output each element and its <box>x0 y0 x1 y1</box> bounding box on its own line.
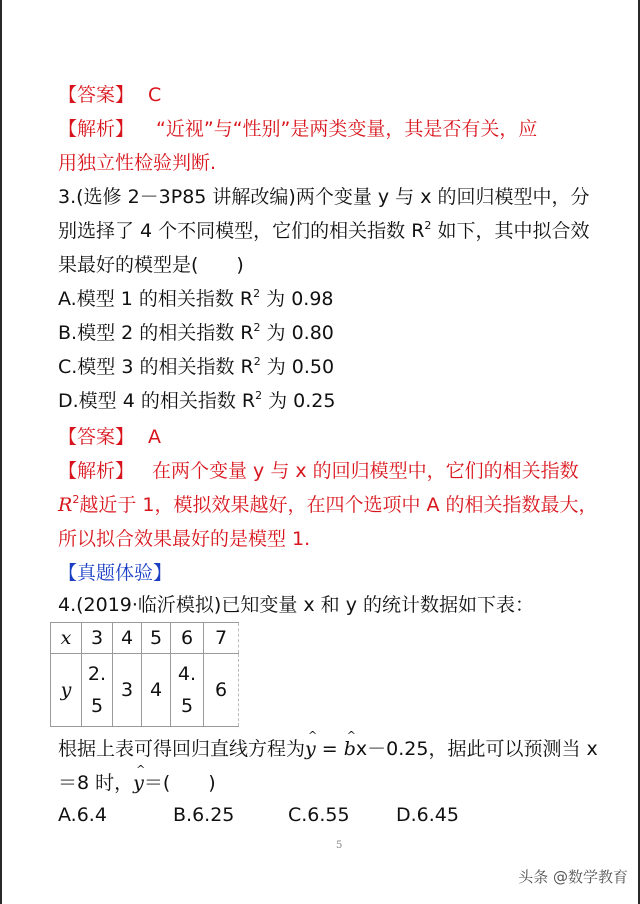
analysis-2-text-2: 越近于 1，模拟效果越好，在四个选项中 A 的相关指数最大， <box>79 494 598 516</box>
table-cell: 6 <box>204 654 239 727</box>
page-left-edge <box>0 0 2 904</box>
option-d-sup: 2 <box>255 389 263 402</box>
option-d-value: 为 0.25 <box>262 390 336 412</box>
analysis-2-var: R <box>58 494 73 516</box>
table-row-x <box>51 623 239 654</box>
option-a-text: A.模型 1 的相关指数 R <box>58 288 254 310</box>
option-b-text: B.模型 2 的相关指数 R <box>58 322 254 344</box>
analysis-2-line-2 <box>58 490 598 520</box>
option-c <box>58 352 334 382</box>
option-c-text: C.模型 3 的相关指数 R <box>58 356 254 378</box>
answer-1-value: C <box>148 84 162 106</box>
analysis-1-line-1 <box>58 114 537 144</box>
table-cell-part: 5 <box>90 695 104 717</box>
table-cell: 3 <box>82 623 113 654</box>
table-header-x: x <box>51 623 82 654</box>
question-4-text-2-rest: x－0.25，据此可以预测当 x <box>355 738 598 760</box>
answer-1 <box>58 80 161 110</box>
question-4-options <box>58 800 459 830</box>
option-b-sup: 2 <box>253 321 261 334</box>
option-a <box>58 284 334 314</box>
analysis-2-line-1 <box>58 456 579 486</box>
analysis-1-text-1: “近视”与“性别”是两类变量，其是否有关，应 <box>156 118 538 140</box>
option-c-value: 为 0.50 <box>260 356 335 378</box>
table-cell: 5 <box>142 623 171 654</box>
page-number: 5 <box>336 840 343 851</box>
question-3-line-2b: 如下，其中拟合效 <box>431 220 590 242</box>
table-cell-part: 5 <box>180 695 194 717</box>
question-4-text-3-rest: ＝( ) <box>143 772 216 794</box>
question-4-line-3 <box>58 768 216 798</box>
watermark: 头条 @数学教育 <box>518 868 628 886</box>
table-header-y: y <box>51 654 82 727</box>
table-cell: 3 <box>113 654 142 727</box>
analysis-2-text-1: 在两个变量 y 与 x 的回归模型中，它们的相关指数 <box>152 460 579 482</box>
table-cell <box>82 654 113 727</box>
question-3-line-1: 3.(选修 2－3P85 讲解改编)两个变量 y 与 x 的回归模型中，分 <box>58 186 590 208</box>
option-b-value: 为 0.80 <box>260 322 334 344</box>
question-3-superscript: 2 <box>424 219 432 232</box>
equals-sign: = <box>315 738 344 760</box>
table-cell: 6 <box>171 623 204 654</box>
answer-1-label: 【答案】 <box>58 84 135 106</box>
question-4-line-1: 4.(2019·临沂模拟)已知变量 x 和 y 的统计数据如下表： <box>58 594 534 616</box>
question-3-line-3: 果最好的模型是( ) <box>58 254 244 276</box>
question-3-line-2a: 别选择了 4 个不同模型，它们的相关指数 R <box>58 220 425 242</box>
q4-option-c: C.6.55 <box>288 804 350 826</box>
option-b <box>58 318 334 348</box>
answer-2-label: 【答案】 <box>58 426 135 448</box>
table-row-y <box>51 654 239 727</box>
statistics-table <box>50 622 239 727</box>
analysis-1-label: 【解析】 <box>58 118 135 140</box>
table-cell: 4 <box>142 654 171 727</box>
analysis-1-line-2: 用独立性检验判断. <box>58 152 217 174</box>
b-hat-symbol: ^ b <box>344 734 356 764</box>
analysis-2-line-3: 所以拟合效果最好的是模型 1. <box>58 528 311 550</box>
table-cell <box>171 654 204 727</box>
analysis-2-sup: 2 <box>72 493 80 506</box>
answer-2-value: A <box>148 426 162 448</box>
question-4-text-3: ＝8 时， <box>58 772 134 794</box>
option-d-text: D.模型 4 的相关指数 R <box>58 390 256 412</box>
analysis-2-label: 【解析】 <box>58 460 135 482</box>
q4-option-d: D.6.45 <box>396 804 459 826</box>
question-3-line-2 <box>58 216 589 246</box>
option-a-value: 为 0.98 <box>260 288 334 310</box>
table-cell: 7 <box>204 623 239 654</box>
question-4-text-2: 根据上表可得回归直线方程为 <box>58 738 306 760</box>
table-cell-part: 2. <box>87 663 107 685</box>
section-header: 【真题体验】 <box>58 562 173 584</box>
q4-option-b: B.6.25 <box>173 804 235 826</box>
table-cell-stack <box>88 658 106 722</box>
option-a-sup: 2 <box>253 287 261 300</box>
table-cell: 4 <box>113 623 142 654</box>
q4-option-a: A.6.4 <box>58 804 107 826</box>
table-cell-stack <box>178 658 196 722</box>
option-d <box>58 386 335 416</box>
option-c-sup: 2 <box>253 355 261 368</box>
y-hat-symbol: ^ y <box>133 768 144 798</box>
answer-2 <box>58 422 161 452</box>
table-cell-part: 4. <box>177 663 197 685</box>
y-hat-symbol: ^ y <box>305 734 316 764</box>
